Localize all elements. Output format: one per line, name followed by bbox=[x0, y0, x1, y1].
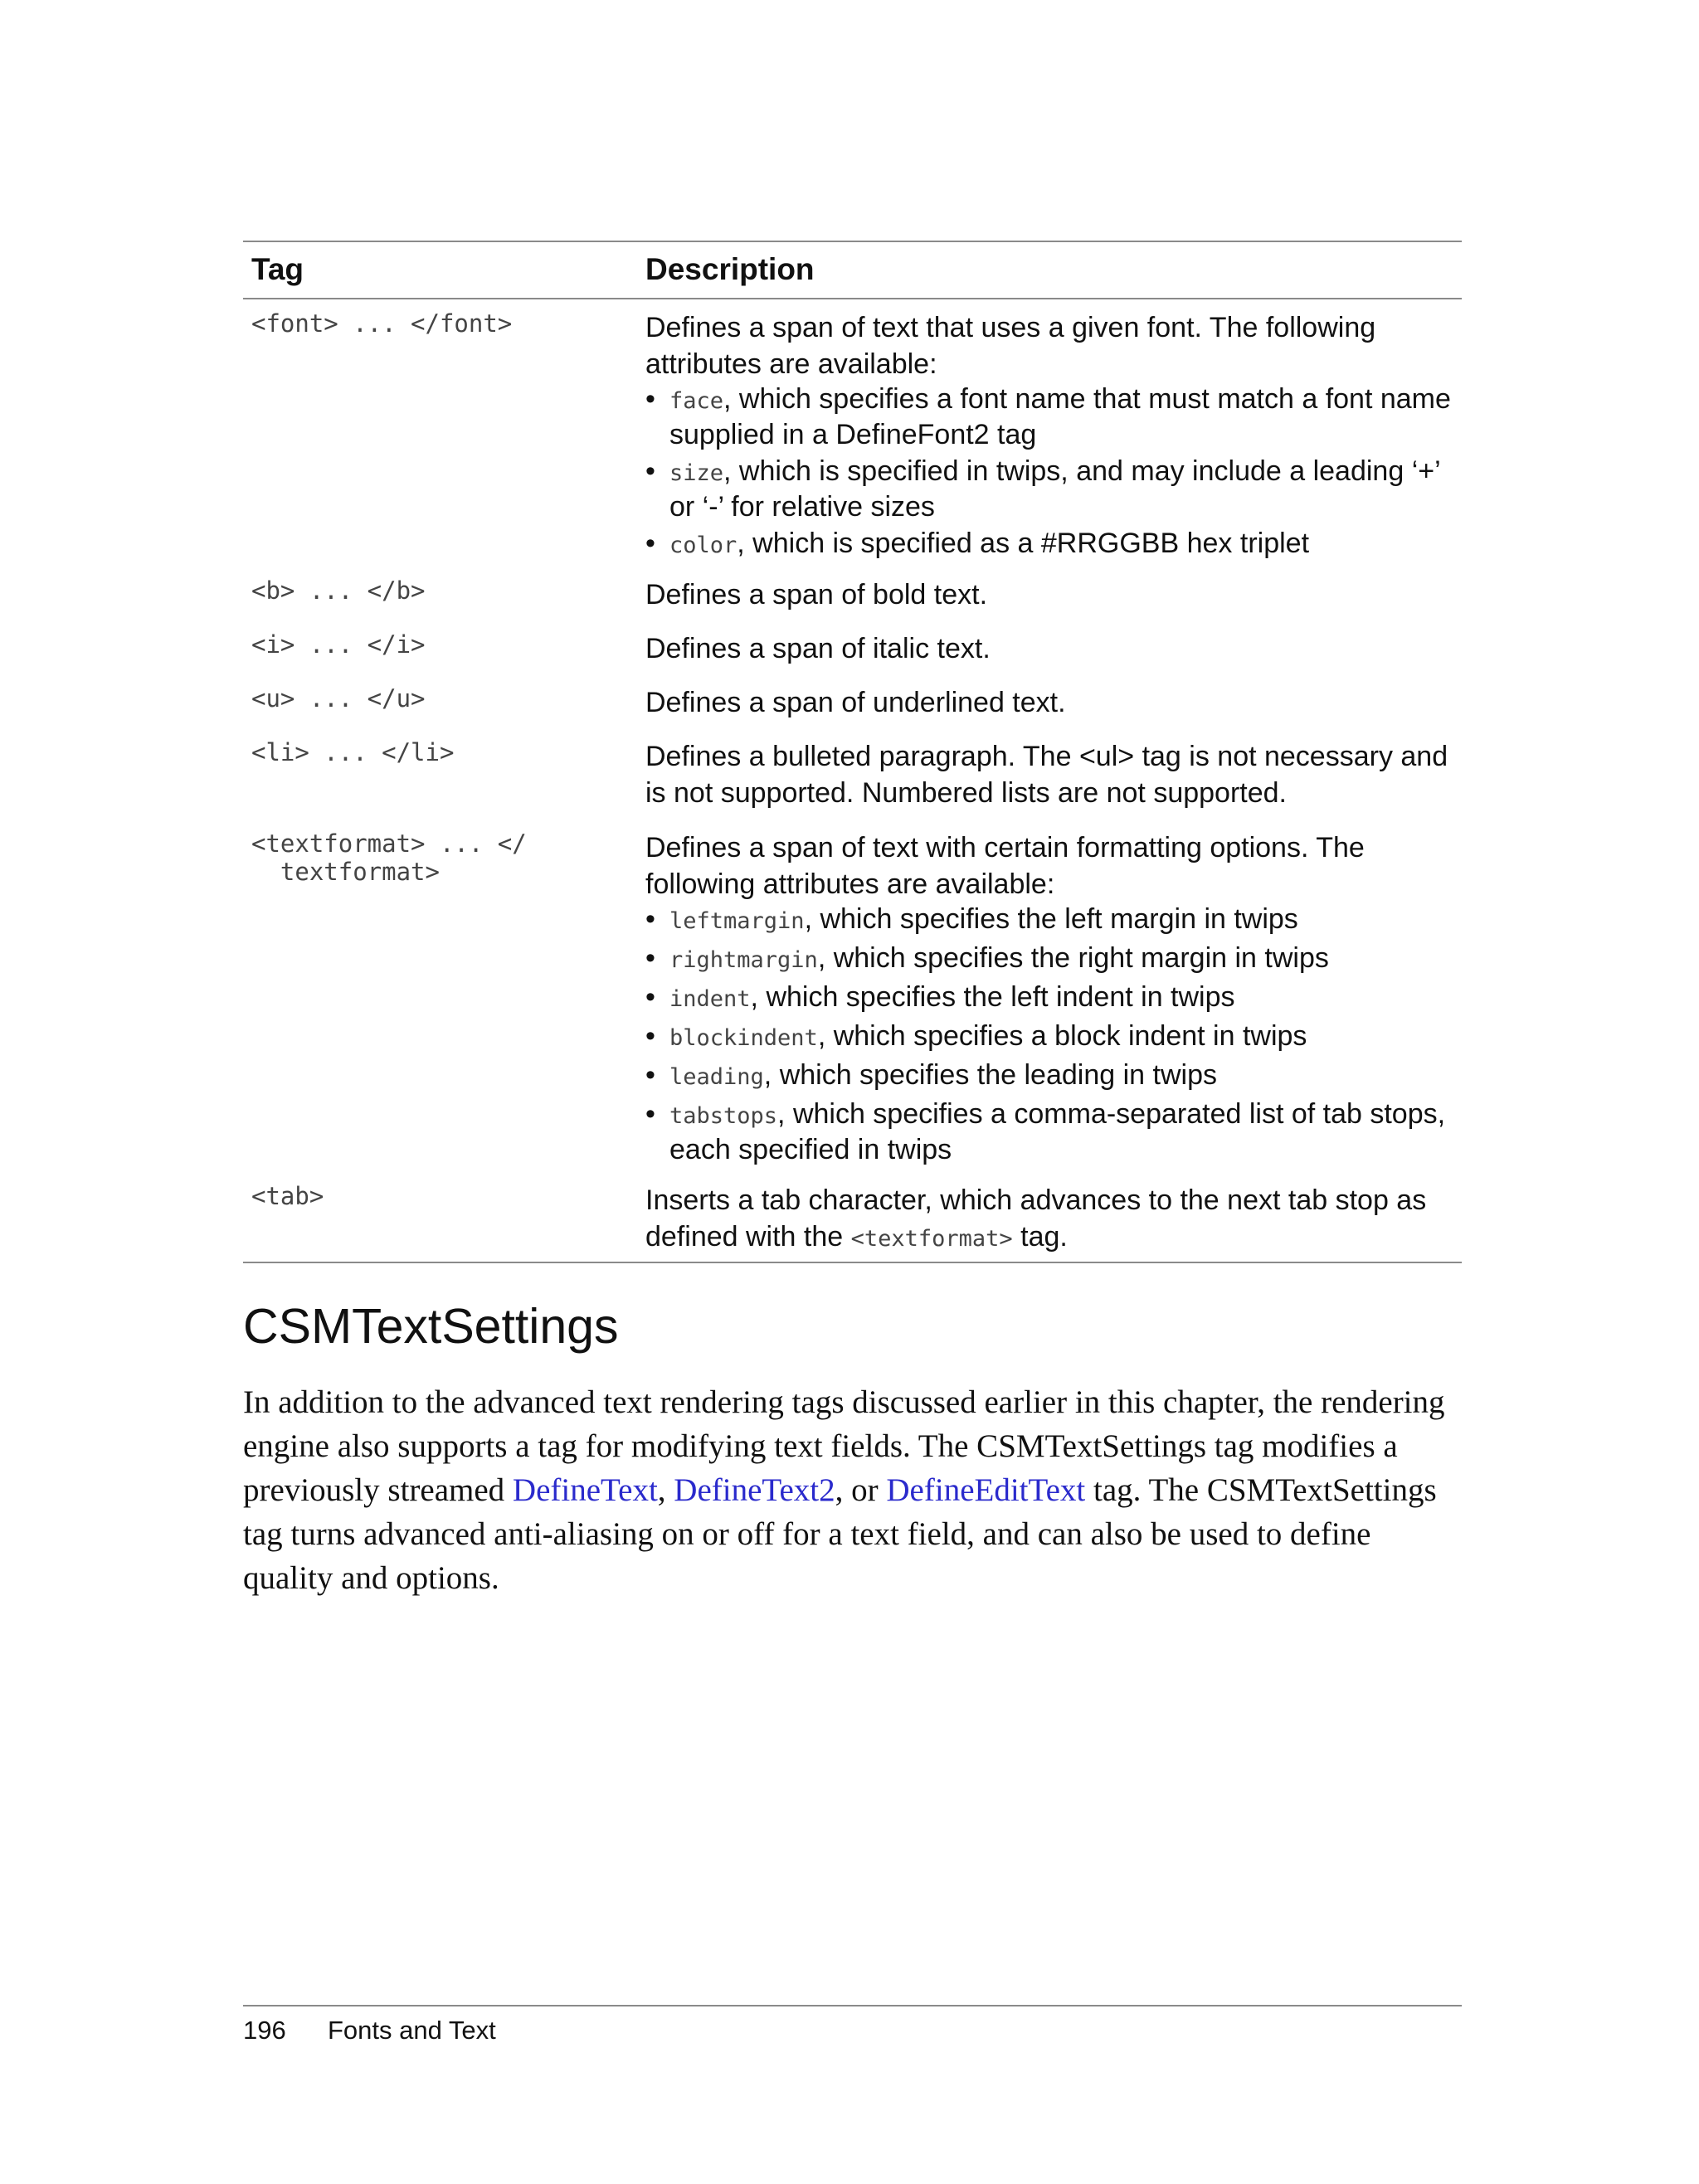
body-text: In addition to the advanced text rendering tags discussed earlier in this chapter, the rendering engine also supports a tag for modifying text fields. The CSMTextSettings tag modifies a previously streamed bbox=[243, 1384, 1445, 1508]
attribute-name: indent bbox=[669, 986, 751, 1012]
bullet-icon: • bbox=[645, 528, 655, 559]
separator-text: , bbox=[657, 1472, 674, 1508]
description-text-end: tag. bbox=[1012, 1221, 1068, 1253]
bullet-icon: • bbox=[645, 455, 655, 487]
attribute-name: leading bbox=[669, 1064, 764, 1090]
list-item bbox=[645, 455, 1458, 523]
attribute-name: color bbox=[669, 533, 738, 558]
attribute-description: , which specifies the leading in twips bbox=[763, 1059, 1217, 1091]
inline-code: <textformat> bbox=[850, 1226, 1013, 1252]
link-definetext2[interactable]: DefineText2 bbox=[674, 1472, 835, 1508]
list-item bbox=[645, 1019, 1458, 1055]
body-paragraph bbox=[243, 1380, 1467, 1600]
attribute-description: , which is specified in twips, and may include a leading ‘+’ or ‘-’ for relative sizes bbox=[669, 455, 1440, 523]
tag-cell: <textformat> ... </ textformat> bbox=[251, 829, 527, 886]
attribute-name: tabstops bbox=[669, 1103, 778, 1129]
attribute-description: , which specifies the right margin in twips bbox=[817, 942, 1329, 974]
description-text: Defines a bulleted paragraph. The <ul> tag is not necessary and is not supported. Numbered lists are not supported. bbox=[645, 741, 1448, 809]
attribute-description: , which specifies the left indent in twips bbox=[750, 981, 1235, 1013]
list-item bbox=[645, 527, 1458, 562]
tag-cell: <tab> bbox=[251, 1182, 324, 1210]
list-item bbox=[645, 382, 1458, 451]
description-cell bbox=[645, 1182, 1458, 1257]
attribute-list bbox=[645, 902, 1458, 1166]
description-cell bbox=[645, 829, 1458, 1170]
table-bottom-rule bbox=[243, 1262, 1462, 1263]
description-text-start: Inserts a tab character, which advances to the next tab stop as defined with the bbox=[645, 1184, 1427, 1253]
description-text bbox=[645, 1182, 1458, 1257]
link-defineedittext[interactable]: DefineEditText bbox=[886, 1472, 1086, 1508]
bullet-icon: • bbox=[645, 1020, 655, 1052]
bullet-icon: • bbox=[645, 383, 655, 415]
attribute-description: , which specifies a block indent in twips bbox=[817, 1020, 1307, 1052]
description-cell bbox=[645, 630, 1458, 667]
description-cell bbox=[645, 576, 1458, 613]
table-header bbox=[243, 246, 1462, 298]
attribute-description: , which specifies a font name that must match a font name supplied in a DefineFont2 tag bbox=[669, 383, 1451, 450]
description-cell bbox=[645, 684, 1458, 721]
bullet-icon: • bbox=[645, 1098, 655, 1130]
description-text: Defines a span of italic text. bbox=[645, 633, 991, 664]
attribute-name: size bbox=[669, 460, 724, 486]
description-cell bbox=[645, 309, 1458, 566]
attribute-description: , which specifies the left margin in twips bbox=[804, 903, 1298, 935]
section-heading: CSMTextSettings bbox=[243, 1299, 619, 1354]
chapter-title: Fonts and Text bbox=[328, 2016, 496, 2045]
description-text: Defines a span of bold text. bbox=[645, 579, 988, 610]
table-header-rule bbox=[243, 298, 1462, 299]
description-text: Defines a span of underlined text. bbox=[645, 687, 1066, 718]
list-item bbox=[645, 941, 1458, 977]
list-item bbox=[645, 902, 1458, 938]
body-text: tag. The CSMTextSettings tag turns advanced anti-aliasing on or off for a text field, and can also be used to define quality and options. bbox=[243, 1472, 1437, 1596]
description-text: Defines a span of text that uses a given font. The following attributes are available: bbox=[645, 312, 1376, 380]
tag-cell: <i> ... </i> bbox=[251, 630, 426, 659]
bullet-icon: • bbox=[645, 981, 655, 1013]
separator-text: , or bbox=[835, 1472, 887, 1508]
list-item bbox=[645, 1058, 1458, 1094]
description-cell bbox=[645, 738, 1458, 811]
page-number: 196 bbox=[243, 2016, 286, 2045]
bullet-icon: • bbox=[645, 903, 655, 935]
attribute-description: , which is specified as a #RRGGBB hex triplet bbox=[737, 528, 1310, 559]
bullet-icon: • bbox=[645, 1059, 655, 1091]
attribute-name: blockindent bbox=[669, 1025, 818, 1051]
attribute-list bbox=[645, 382, 1458, 562]
table-top-rule bbox=[243, 241, 1462, 242]
tag-cell: <b> ... </b> bbox=[251, 576, 426, 605]
footer-rule bbox=[243, 2005, 1462, 2006]
attribute-name: leftmargin bbox=[669, 908, 805, 934]
description-text: Defines a span of text with certain formatting options. The following attributes are available: bbox=[645, 832, 1365, 900]
tag-cell: <li> ... </li> bbox=[251, 738, 455, 766]
attribute-name: face bbox=[669, 388, 724, 414]
attribute-name: rightmargin bbox=[669, 947, 818, 973]
list-item bbox=[645, 1097, 1458, 1166]
tag-cell: <font> ... </font> bbox=[251, 309, 513, 338]
bullet-icon: • bbox=[645, 942, 655, 974]
column-header-description: Description bbox=[645, 252, 815, 286]
attribute-description: , which specifies a comma-separated list of tab stops, each specified in twips bbox=[669, 1098, 1446, 1165]
column-header-tag: Tag bbox=[251, 252, 304, 286]
link-definetext[interactable]: DefineText bbox=[512, 1472, 658, 1508]
list-item bbox=[645, 980, 1458, 1016]
tag-cell: <u> ... </u> bbox=[251, 684, 426, 713]
